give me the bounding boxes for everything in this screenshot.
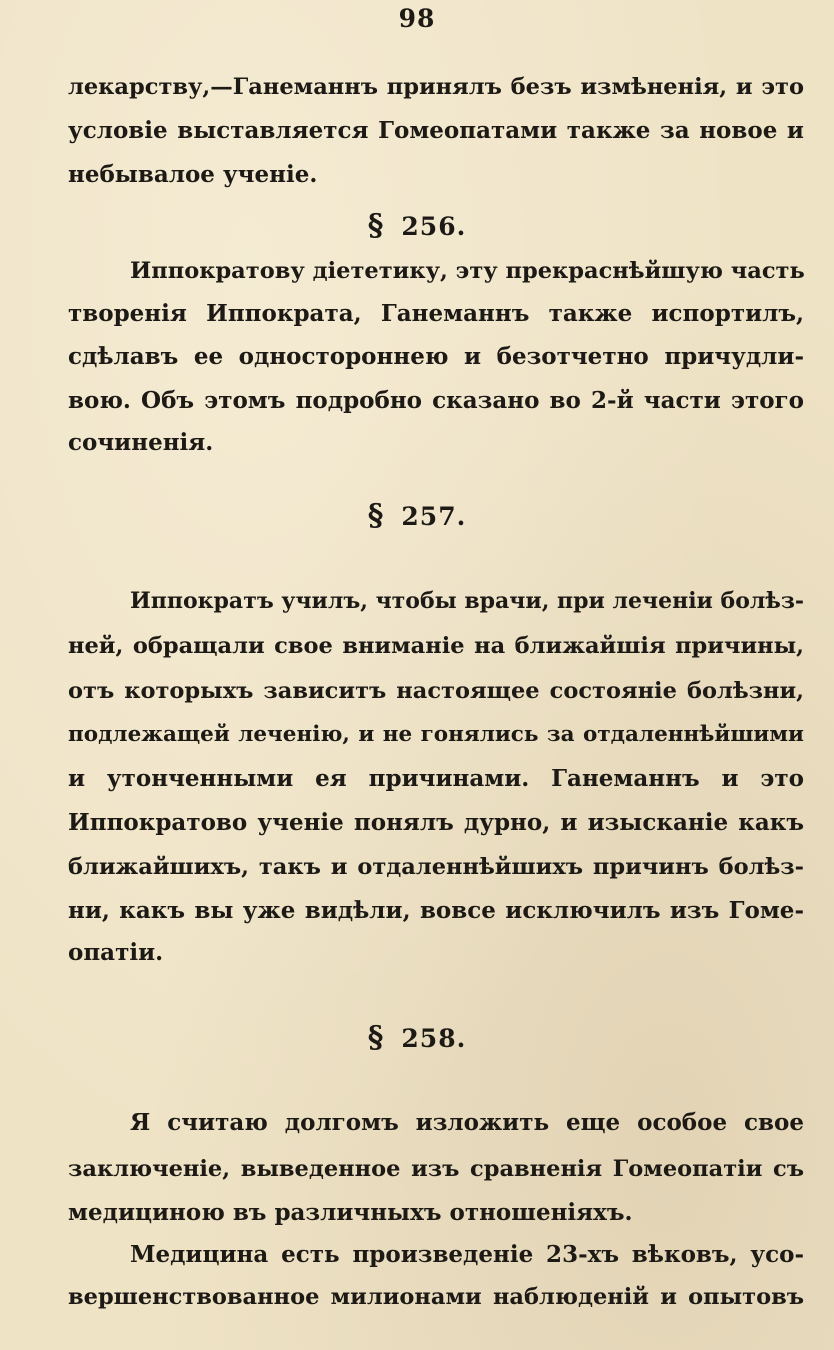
- text-line: подлежащей леченію, и не гонялись за отдаленнѣйшими: [68, 722, 804, 747]
- text-line: ни, какъ вы уже видѣли, вовсе исключилъ изъ Гоме-: [68, 897, 804, 924]
- text-line: Иппократову діететику, эту прекраснѣйшую часть: [130, 258, 805, 284]
- text-line: отъ которыхъ зависитъ настоящее состояніе болѣзни,: [68, 678, 804, 704]
- section-heading-258: [0, 1022, 834, 1055]
- section-sign: §: [367, 498, 384, 533]
- section-heading-256: [0, 210, 834, 243]
- text-line: творенія Иппократа, Ганеманнъ также испортилъ,: [68, 300, 804, 327]
- text-line: условіе выставляется Гомеопатами также за новое и: [68, 117, 804, 144]
- text-line: Иппократъ училъ, чтобы врачи, при леченіи болѣз-: [130, 588, 805, 614]
- text-line: Медицина есть произведеніе 23-хъ вѣковъ, усо-: [130, 1241, 804, 1268]
- text-line: сочиненія.: [68, 429, 214, 456]
- text-line: медициною въ различныхъ отношеніяхъ.: [68, 1199, 633, 1226]
- text-line: ближайшихъ, такъ и отдаленнѣйшихъ причинъ болѣз-: [68, 854, 804, 880]
- text-line: заключеніе, выведенное изъ сравненія Гомеопатіи съ: [68, 1156, 804, 1182]
- section-number: 256.: [401, 212, 467, 241]
- section-sign: §: [367, 1020, 384, 1055]
- text-line: Иппократово ученіе понялъ дурно, и изысканіе какъ: [68, 809, 804, 836]
- page-number: 98: [398, 4, 436, 33]
- text-line: и утонченными ея причинами. Ганеманнъ и это: [68, 765, 804, 792]
- text-line: опатіи.: [68, 939, 164, 966]
- text-line: сдѣлавъ ее одностороннею и безотчетно причудли-: [68, 343, 804, 370]
- section-heading-257: [0, 500, 834, 533]
- text-line: небывалое ученіе.: [68, 161, 318, 188]
- text-line: Я считаю долгомъ изложить еще особое свое: [130, 1109, 804, 1136]
- text-line: вершенствованное милионами наблюденій и опытовъ: [68, 1284, 804, 1310]
- section-number: 257.: [401, 502, 467, 531]
- text-line: лекарству,—Ганеманнъ принялъ безъ измѣненія, и это: [68, 74, 804, 100]
- text-line: ней, обращали свое вниманіе на ближайшія причины,: [68, 633, 804, 659]
- section-number: 258.: [401, 1024, 467, 1053]
- text-line: вою. Объ этомъ подробно сказано во 2-й части этого: [68, 387, 804, 414]
- section-sign: §: [367, 208, 384, 243]
